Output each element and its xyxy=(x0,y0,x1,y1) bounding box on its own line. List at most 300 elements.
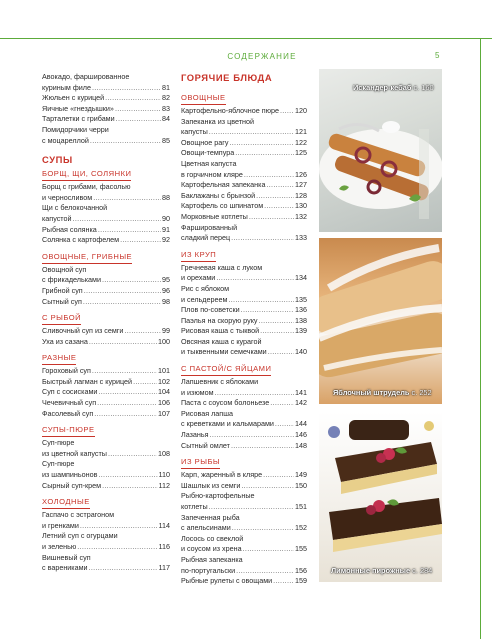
toc-leader-dots xyxy=(235,148,294,159)
photo-apple-strudel xyxy=(319,238,442,404)
toc-leader-dots xyxy=(120,235,161,246)
toc-entry xyxy=(181,409,307,420)
toc-entry-page: 122 xyxy=(295,137,307,147)
toc-entry xyxy=(42,553,170,564)
toc-entry-title: Цветная капуста xyxy=(181,158,237,168)
toc-entry xyxy=(42,136,170,147)
subsection-various xyxy=(42,353,170,419)
subsection-title: ОВОЩНЫЕ, ГРИБНЫЕ xyxy=(42,252,132,264)
toc-leader-dots xyxy=(236,566,294,577)
toc-entry-title: Карп, жаренный в кляре xyxy=(181,470,263,480)
toc-entry xyxy=(181,106,307,117)
toc-leader-dots xyxy=(92,83,161,94)
toc-entry-title: Солянка с картофелем xyxy=(42,235,120,245)
toc-leader-dots xyxy=(263,470,294,481)
toc-entry xyxy=(42,531,170,542)
toc-entry-title: капусты xyxy=(181,127,208,137)
toc-entry-title: Сливочный суп из семги xyxy=(42,326,124,336)
toc-leader-dots xyxy=(116,114,161,125)
toc-leader-dots xyxy=(260,326,294,337)
toc-entry xyxy=(181,284,307,295)
toc-entry-title: по-португальски xyxy=(181,565,236,575)
toc-entry-title: Суп-пюре xyxy=(42,459,75,469)
toc-middle-column xyxy=(181,72,307,587)
toc-leader-dots xyxy=(229,138,294,149)
toc-entry-title: Грибной суп xyxy=(42,285,83,295)
toc-entry-title: Сытный суп xyxy=(42,296,82,306)
toc-entry-title: и изюмом xyxy=(181,387,214,397)
toc-leader-dots xyxy=(98,470,157,481)
toc-entry xyxy=(181,555,307,566)
toc-entry-title: Запеченная рыба xyxy=(181,512,240,522)
toc-leader-dots xyxy=(268,347,294,358)
toc-list xyxy=(181,470,307,587)
toc-entry xyxy=(181,180,307,191)
toc-entry xyxy=(42,225,170,236)
toc-entry-title: Чечевичный суп xyxy=(42,398,97,408)
toc-entry-title: и зеленью xyxy=(42,542,77,551)
toc-entry-page: 151 xyxy=(295,502,307,511)
toc-entry-title: с креветками и кальмарами xyxy=(181,419,274,429)
toc-entry-title: Картофель со шпинатом xyxy=(181,201,264,211)
subsection-fish-dishes xyxy=(181,457,307,587)
page-number: 5 xyxy=(435,51,440,60)
toc-entry-page: 155 xyxy=(295,544,307,554)
toc-entry-page: 102 xyxy=(158,376,170,386)
toc-entry-title: Рыбная запеканка xyxy=(181,554,243,564)
toc-list xyxy=(42,265,170,307)
toc-entry xyxy=(42,193,170,204)
toc-leader-dots xyxy=(264,201,294,212)
toc-entry-page: 92 xyxy=(162,235,170,245)
toc-entry xyxy=(181,305,307,316)
toc-entry xyxy=(181,233,307,244)
toc-leader-dots xyxy=(273,576,294,587)
toc-entry xyxy=(42,93,170,104)
toc-entry-page: 81 xyxy=(162,82,170,92)
toc-entry xyxy=(42,470,170,481)
toc-entry-page: 152 xyxy=(295,523,307,533)
toc-entry-page: 125 xyxy=(295,148,307,158)
section-title-soups: СУПЫ xyxy=(42,154,73,166)
toc-entry-title: Щи с белокочанной xyxy=(42,203,108,213)
toc-entry xyxy=(42,203,170,214)
toc-entry-page: 146 xyxy=(295,430,307,440)
toc-entry-title: сладкий перец xyxy=(181,233,231,243)
toc-entry xyxy=(42,481,170,492)
toc-leader-dots xyxy=(231,233,294,244)
toc-leader-dots xyxy=(102,275,161,286)
toc-entry-title: Рыбная солянка xyxy=(42,224,97,234)
toc-leader-dots xyxy=(89,563,158,574)
toc-entry-page: 128 xyxy=(295,190,307,200)
toc-entry-page: 110 xyxy=(158,470,170,480)
subsection-title: СУПЫ-ПЮРЕ xyxy=(42,425,95,437)
toc-entry xyxy=(181,263,307,274)
toc-entry-page: 85 xyxy=(162,135,170,145)
subsection-cold xyxy=(42,497,170,574)
section-title-hot-dishes: ГОРЯЧИЕ БЛЮДА xyxy=(181,72,273,83)
toc-leader-dots xyxy=(98,387,157,398)
toc-entry xyxy=(42,563,170,574)
toc-leader-dots xyxy=(89,337,157,348)
toc-entry-page: 107 xyxy=(158,408,170,418)
subsection-title: ИЗ КРУП xyxy=(181,250,216,262)
toc-entry-title: котлеты xyxy=(181,502,208,511)
toc-entry xyxy=(42,214,170,225)
photo-lemon-cakes xyxy=(319,412,442,582)
toc-entry-page: 136 xyxy=(295,305,307,315)
toc-entry xyxy=(42,114,170,125)
toc-entry-title: Баклажаны с брынзой xyxy=(181,190,256,200)
toc-entry-title: Лазанья xyxy=(181,430,209,440)
toc-entry xyxy=(181,377,307,388)
toc-entry xyxy=(42,182,170,193)
toc-entry-title: Овощной суп xyxy=(42,264,87,274)
toc-entry xyxy=(181,441,307,452)
toc-list xyxy=(42,438,170,491)
toc-entry xyxy=(42,459,170,470)
toc-entry-page: 96 xyxy=(162,285,170,295)
toc-leader-dots xyxy=(249,212,294,223)
toc-leader-dots xyxy=(73,214,161,225)
subsection-fish xyxy=(42,313,170,347)
toc-entry-page: 120 xyxy=(295,106,307,115)
toc-entry xyxy=(42,326,170,337)
toc-entry xyxy=(42,398,170,409)
subsection-title: БОРЩ, ЩИ, СОЛЯНКИ xyxy=(42,169,131,181)
toc-leader-dots xyxy=(216,273,294,284)
toc-entry-title: Шашлык из семги xyxy=(181,480,241,490)
toc-leader-dots xyxy=(97,398,157,409)
toc-leader-dots xyxy=(243,544,294,555)
toc-entry-page: 95 xyxy=(162,275,170,285)
toc-entry-page: 100 xyxy=(158,336,170,346)
toc-entry-page: 88 xyxy=(162,192,170,202)
toc-entry xyxy=(42,275,170,286)
subsection-title: РАЗНЫЕ xyxy=(42,353,76,365)
toc-entry-title: Рыбные рулеты с овощами xyxy=(181,576,273,586)
toc-list xyxy=(42,366,170,419)
toc-entry xyxy=(181,481,307,492)
toc-entry-title: Паэлья на скорую руку xyxy=(181,315,258,325)
toc-entry-page: 99 xyxy=(162,326,170,336)
photo-caption: Яблочный штрудель с. 252 xyxy=(333,388,432,397)
toc-entry-title: Сытный омлет xyxy=(181,440,230,450)
subsection-title: С РЫБОЙ xyxy=(42,313,81,325)
toc-entry-title: с апельсинами xyxy=(181,523,231,533)
toc-entry-title: Гороховый суп xyxy=(42,366,91,376)
toc-leader-dots xyxy=(270,398,294,409)
toc-entry-title: и тыквенными семечками xyxy=(181,347,267,357)
toc-entry xyxy=(181,159,307,170)
strudel-illustration xyxy=(319,238,442,404)
toc-entry xyxy=(181,398,307,409)
toc-entry-title: куриным филе xyxy=(42,82,91,92)
toc-leader-dots xyxy=(231,441,294,452)
toc-entry-title: Яичные «гнездышки» xyxy=(42,103,114,113)
toc-entry-page: 141 xyxy=(295,387,307,397)
toc-entry-title: Овощи-темпура xyxy=(181,148,235,158)
toc-entry xyxy=(181,388,307,399)
toc-entry-page: 116 xyxy=(158,542,170,551)
kebab-plate-illustration xyxy=(319,69,442,232)
subsection-pasta-eggs xyxy=(181,364,307,451)
toc-entry xyxy=(42,235,170,246)
toc-entry-title: Картофельно-яблочное пюре xyxy=(181,106,279,115)
toc-leader-dots xyxy=(259,316,294,327)
photo-iskander-kebab xyxy=(319,69,442,232)
toc-entry-page: 104 xyxy=(158,387,170,397)
toc-leader-dots xyxy=(80,521,158,532)
toc-entry xyxy=(181,430,307,441)
toc-entry-page: 101 xyxy=(158,366,170,376)
toc-leader-dots xyxy=(256,191,294,202)
toc-entry-title: Рыбно-картофельные xyxy=(181,491,255,501)
page-header-title: СОДЕРЖАНИЕ xyxy=(227,52,297,61)
toc-entry xyxy=(42,337,170,348)
toc-entry-title: Летний суп с огурцами xyxy=(42,531,118,541)
toc-entry xyxy=(181,191,307,202)
toc-entry xyxy=(42,265,170,276)
toc-leader-dots xyxy=(92,366,157,377)
toc-entry-title: и орехами xyxy=(181,273,216,283)
toc-entry xyxy=(181,513,307,524)
toc-entry-title: Овощное рагу xyxy=(181,137,229,147)
toc-entry-title: и гренками xyxy=(42,520,79,530)
subsection-puree xyxy=(42,425,170,491)
toc-entry xyxy=(181,337,307,348)
toc-entry-page: 90 xyxy=(162,213,170,223)
toc-entry xyxy=(42,542,170,553)
toc-entry-title: и соусом из хрена xyxy=(181,544,242,554)
toc-entry-title: с моцареллой xyxy=(42,135,89,145)
toc-list xyxy=(181,377,307,451)
toc-entry-page: 114 xyxy=(158,520,170,530)
subsection-title: С ПАСТОЙ/С ЯЙЦАМИ xyxy=(181,364,271,376)
toc-entry xyxy=(181,273,307,284)
toc-entry-title: Рисовая каша с тыквой xyxy=(181,326,260,336)
photo-caption: Искандер-кебаб с. 160 xyxy=(353,83,434,92)
toc-entry-page: 135 xyxy=(295,294,307,304)
toc-entry xyxy=(181,138,307,149)
toc-leader-dots xyxy=(275,419,294,430)
subsection-vegetable xyxy=(181,93,307,244)
toc-leader-dots xyxy=(83,297,161,308)
toc-entry-page: 142 xyxy=(295,398,307,408)
toc-entry xyxy=(181,201,307,212)
toc-entry-title: Вишневый суп xyxy=(42,552,91,562)
toc-entry xyxy=(42,366,170,377)
toc-entry-title: Лапшевник с яблоками xyxy=(181,377,259,387)
toc-leader-dots xyxy=(93,193,161,204)
toc-list xyxy=(42,510,170,574)
toc-entry xyxy=(42,409,170,420)
toc-entry-title: Гречневая каша с луком xyxy=(181,262,263,272)
toc-list xyxy=(181,263,307,358)
toc-entry-title: Помидорчики черри xyxy=(42,124,109,134)
toc-entry-title: с фрикадельками xyxy=(42,275,101,285)
toc-entry-page: 144 xyxy=(295,419,307,429)
toc-entry xyxy=(42,387,170,398)
toc-entry-page: 91 xyxy=(162,224,170,234)
toc-entry xyxy=(181,419,307,430)
toc-entry-title: капустой xyxy=(42,213,72,223)
toc-leader-dots xyxy=(209,502,294,513)
toc-entry-page: 132 xyxy=(295,211,307,221)
toc-entry xyxy=(181,347,307,358)
toc-entry xyxy=(42,286,170,297)
subsection-vegetable-mushroom xyxy=(42,252,170,307)
toc-entry-page: 112 xyxy=(158,480,170,490)
toc-entry-title: Суп-пюре xyxy=(42,438,75,448)
toc-entry-page: 82 xyxy=(162,93,170,103)
toc-entry-title: Лосось со свеклой xyxy=(181,533,244,543)
toc-entry xyxy=(42,510,170,521)
toc-entry xyxy=(181,148,307,159)
toc-entry xyxy=(181,127,307,138)
toc-leader-dots xyxy=(108,449,157,460)
toc-leader-dots xyxy=(209,127,294,138)
toc-entry-title: в горчичном кляре xyxy=(181,169,243,179)
toc-leader-dots xyxy=(232,523,294,534)
toc-leader-dots xyxy=(105,93,161,104)
toc-entry xyxy=(181,223,307,234)
toc-leader-dots xyxy=(244,170,294,181)
toc-entry-page: 130 xyxy=(295,201,307,211)
toc-entry-title: и черносливом xyxy=(42,192,93,202)
page-frame-right xyxy=(480,38,482,639)
toc-entry xyxy=(42,104,170,115)
toc-entry xyxy=(181,316,307,327)
toc-entry-title: Борщ с грибами, фасолью xyxy=(42,182,131,192)
toc-entry-title: Плов по-советски xyxy=(181,305,240,315)
toc-entry-page: 134 xyxy=(295,273,307,283)
toc-leader-dots xyxy=(228,295,294,306)
toc-entry-title: Фаршированный xyxy=(181,222,238,232)
toc-entry-page: 149 xyxy=(295,470,307,480)
toc-entry xyxy=(181,491,307,502)
toc-entry-page: 138 xyxy=(295,315,307,325)
toc-leader-dots xyxy=(124,326,161,337)
toc-entry xyxy=(42,72,170,83)
toc-entry-page: 126 xyxy=(295,169,307,179)
subsection-title: ОВОЩНЫЕ xyxy=(181,93,226,105)
toc-leader-dots xyxy=(90,136,161,147)
toc-entry-title: из шампиньонов xyxy=(42,470,98,480)
toc-entry xyxy=(181,470,307,481)
toc-entry-title: из цветной капусты xyxy=(42,448,107,458)
toc-entry-title: Быстрый лагман с курицей xyxy=(42,376,133,386)
toc-entry-title: Авокадо, фаршированное xyxy=(42,72,130,81)
toc-left-column xyxy=(42,72,170,574)
toc-entry-page: 108 xyxy=(158,448,170,458)
toc-entry-title: Тарталетки с грибами xyxy=(42,114,115,124)
toc-entry xyxy=(181,566,307,577)
toc-entry-title: Гаспачо с эстрагоном xyxy=(42,510,115,520)
toc-entry-title: Овсяная каша с курагой xyxy=(181,336,262,346)
toc-entry-page: 98 xyxy=(162,296,170,306)
toc-entry-title: Запеканка из цветной xyxy=(181,116,254,126)
toc-entry-title: Уха из сазана xyxy=(42,336,88,346)
toc-entry-title: Рисовая лапша xyxy=(181,408,233,418)
toc-entry-title: Суп с сосисками xyxy=(42,387,98,397)
toc-leader-dots xyxy=(84,286,161,297)
toc-list xyxy=(181,106,307,244)
subsection-borsch xyxy=(42,169,170,246)
toc-entry-page: 139 xyxy=(295,326,307,336)
toc-entry xyxy=(42,125,170,136)
toc-leader-dots xyxy=(98,225,161,236)
toc-entry xyxy=(181,117,307,128)
toc-entry-page: 117 xyxy=(158,563,170,573)
toc-leader-dots xyxy=(210,430,294,441)
toc-entry-page: 159 xyxy=(295,576,307,586)
toc-leader-dots xyxy=(77,542,157,553)
toc-entry xyxy=(42,449,170,460)
toc-entry-title: Жюльен с курицей xyxy=(42,93,105,103)
toc-entry-title: Сырный суп-крем xyxy=(42,480,102,490)
toc-entry-page: 83 xyxy=(162,103,170,113)
toc-list xyxy=(42,182,170,246)
toc-entry xyxy=(181,576,307,587)
toc-entry-page: 133 xyxy=(295,233,307,243)
subsection-title: ИЗ РЫБЫ xyxy=(181,457,220,469)
toc-list xyxy=(42,326,170,347)
toc-entry xyxy=(181,523,307,534)
toc-entry-title: с варениками xyxy=(42,563,88,573)
subsection-title: ХОЛОДНЫЕ xyxy=(42,497,90,509)
toc-leader-dots xyxy=(266,180,294,191)
toc-entry xyxy=(181,212,307,223)
toc-entry-page: 84 xyxy=(162,114,170,124)
toc-entry-page: 150 xyxy=(295,480,307,490)
subsection-grains xyxy=(181,250,307,358)
toc-entry xyxy=(42,377,170,388)
toc-intro-list xyxy=(42,72,170,146)
toc-entry xyxy=(181,326,307,337)
toc-entry-title: и сельдереем xyxy=(181,294,228,304)
toc-entry xyxy=(181,534,307,545)
toc-leader-dots xyxy=(102,481,157,492)
toc-leader-dots xyxy=(94,409,157,420)
photo-caption: Лимонные пирожные с. 284 xyxy=(331,566,433,575)
toc-entry xyxy=(42,438,170,449)
toc-leader-dots xyxy=(280,106,294,117)
toc-entry xyxy=(42,83,170,94)
toc-leader-dots xyxy=(241,305,294,316)
toc-entry-title: Фасолевый суп xyxy=(42,408,94,418)
toc-leader-dots xyxy=(133,377,157,388)
toc-entry-title: Паста с соусом болоньезе xyxy=(181,398,270,408)
toc-entry-title: Рис с яблоком xyxy=(181,283,230,293)
toc-entry-page: 148 xyxy=(295,440,307,450)
toc-entry-page: 140 xyxy=(295,347,307,357)
toc-leader-dots xyxy=(115,104,161,115)
lemon-cakes-illustration xyxy=(319,412,442,582)
toc-entry-page: 106 xyxy=(158,398,170,408)
toc-entry-title: Морковные котлеты xyxy=(181,211,248,221)
toc-entry xyxy=(181,502,307,513)
toc-entry-page: 156 xyxy=(295,565,307,575)
toc-entry-title: Картофельная запеканка xyxy=(181,180,266,190)
toc-entry xyxy=(42,297,170,308)
toc-leader-dots xyxy=(241,481,294,492)
toc-entry xyxy=(181,295,307,306)
toc-entry xyxy=(181,544,307,555)
toc-entry-page: 121 xyxy=(295,127,307,137)
toc-entry xyxy=(181,170,307,181)
